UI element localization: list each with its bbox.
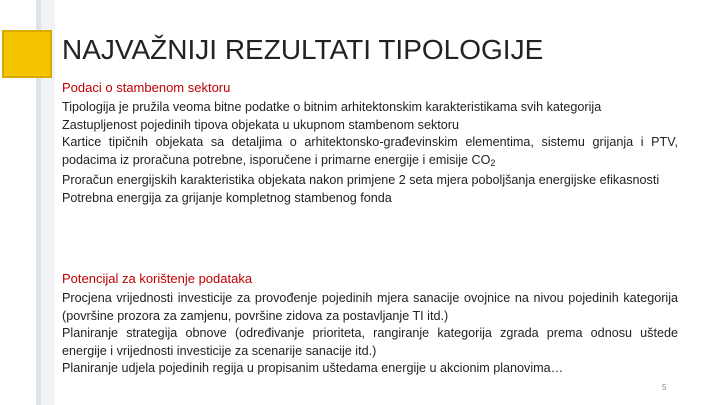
list-item: Planiranje udjela pojedinih regija u propisanim uštedama energije u akcionim planovima… (62, 361, 564, 376)
list-item (62, 134, 678, 172)
accent-square (2, 30, 52, 78)
section-body-housing-data (62, 99, 678, 208)
section-heading-data-potential: Potencijal za korištenje podataka (62, 271, 253, 286)
list-item: Zastupljenost pojedinih tipova objekata u ukupnom stambenom sektoru (62, 117, 459, 132)
section-body-data-potential (62, 290, 678, 378)
page-number: 5 (662, 383, 667, 392)
list-item: Planiranje strategija obnove (određivanje prioriteta, rangiranje kategorija zgrada prema odnosu uštede energije i vrijednosti investicije za scenarije sanacije itd.) (62, 326, 678, 358)
list-item-text: Kartice tipičnih objekata sa detaljima o arhitektonsko-građevinskim elementima, sistemu grijanja i PTV, podacima iz proračuna potrebne, isporučene i primarne energije i emisije CO (62, 135, 678, 167)
list-item: Potrebna energija za grijanje kompletnog stambenog fonda (62, 190, 392, 205)
list-item: Procjena vrijednosti investicije za provođenje pojedinih mjera sanacije ovojnice na nivou pojedinih kategorija (površine prozora za zamjenu, površine zidova za postavljanje TI itd.) (62, 291, 678, 323)
list-item: Proračun energijskih karakteristika objekata nakon primjene 2 seta mjera poboljšanja energijske efikasnosti (62, 173, 660, 188)
section-heading-housing-data: Podaci o stambenom sektoru (62, 80, 231, 95)
list-item: Tipologija je pružila veoma bitne podatke o bitnim arhitektonskim karakteristikama svih kategorija (62, 100, 602, 114)
slide-title: NAJVAŽNIJI REZULTATI TIPOLOGIJE (62, 34, 544, 65)
co2-subscript: 2 (490, 157, 496, 168)
